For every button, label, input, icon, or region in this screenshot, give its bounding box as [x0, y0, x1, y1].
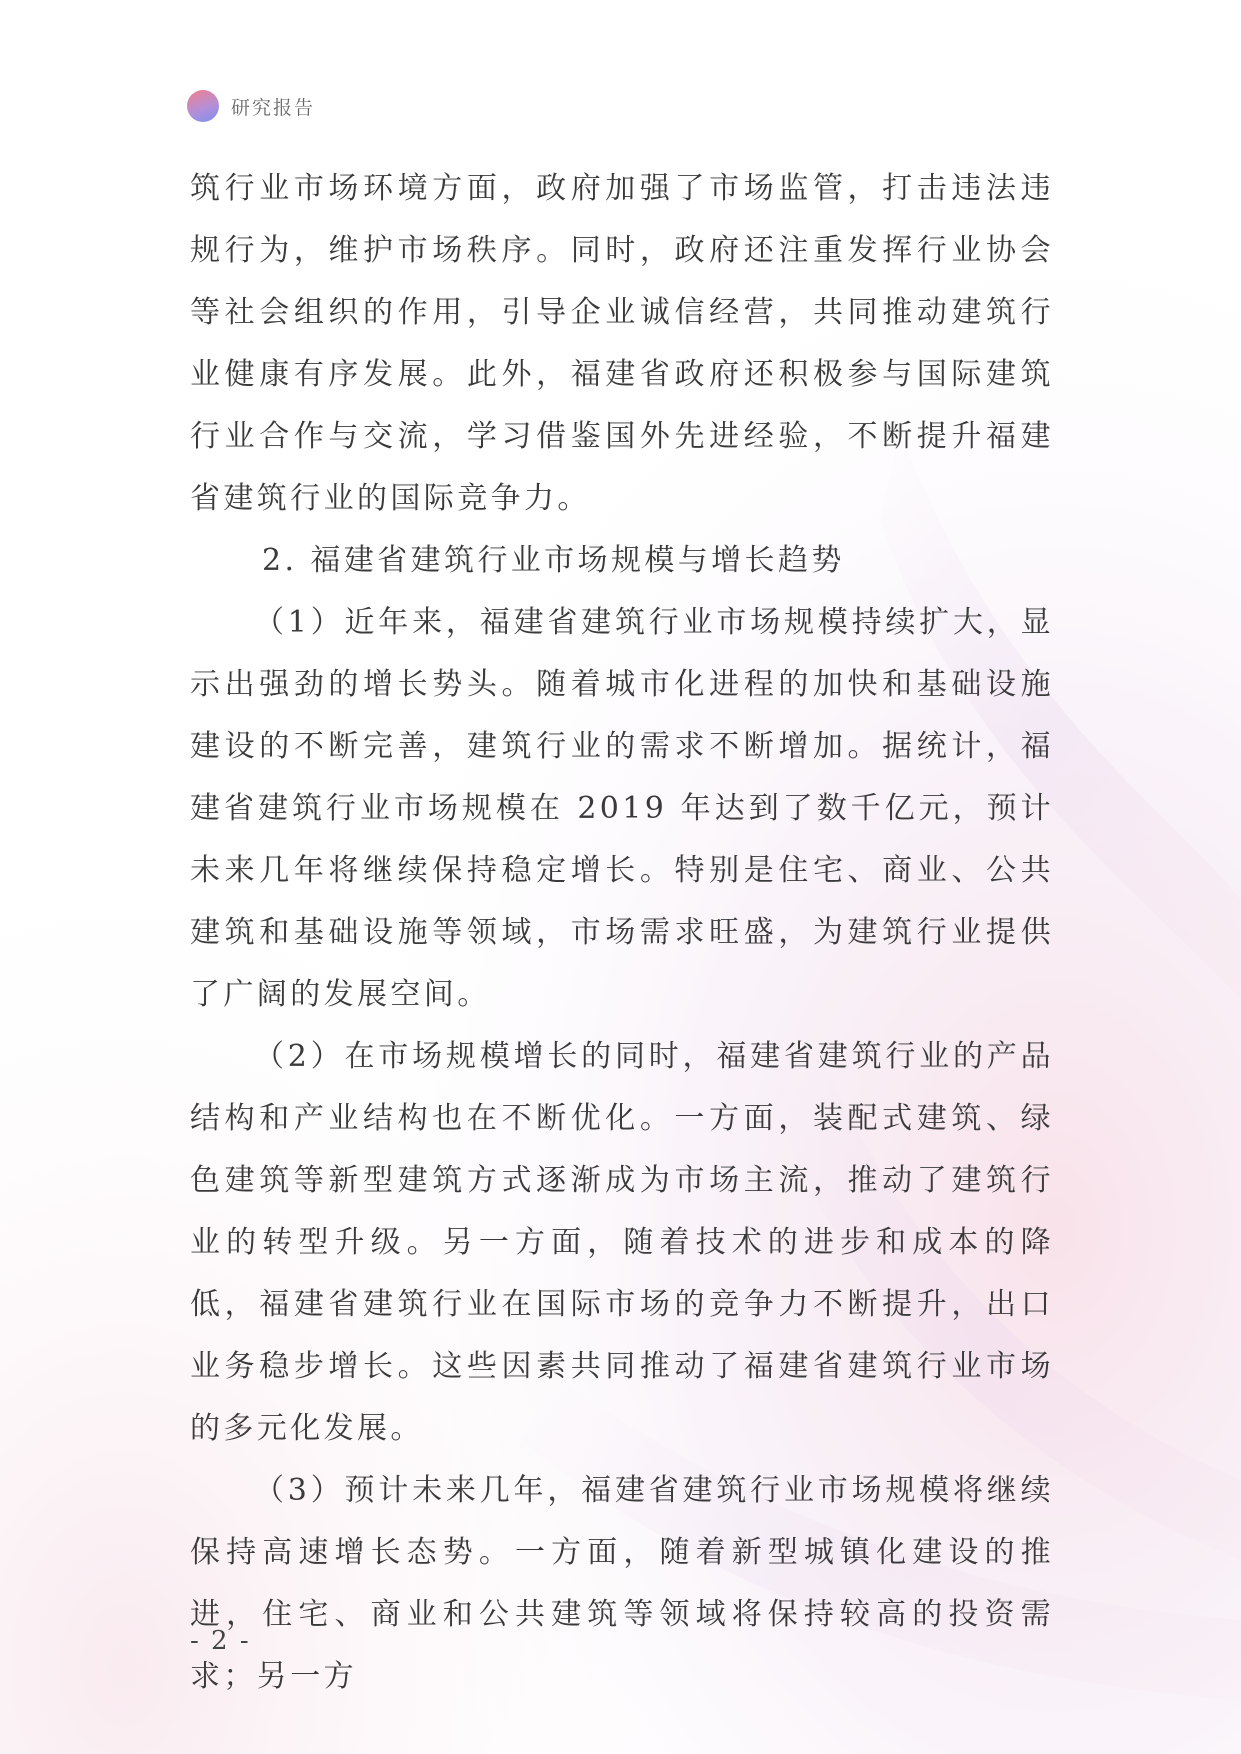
paragraph-continuation: 筑行业市场环境方面，政府加强了市场监管，打击违法违规行为，维护市场秩序。同时，政府还注重发挥行业协会等社会组织的作用，引导企业诚信经营，共同推动建筑行业健康有序发展。此外，福建省政府还积极参与国际建筑行业合作与交流，学习借鉴国外先进经验，不断提升福建省建筑行业的国际竞争力。 — [190, 171, 1054, 516]
section-heading: 2. 福建省建筑行业市场规模与增长趋势 — [262, 543, 845, 578]
paragraph-3: （3）预计未来几年，福建省建筑行业市场规模将继续保持高速增长态势。一方面，随着新型城镇化建设的推进，住宅、商业和公共建筑等领域将保持较高的投资需求；另一方 — [190, 1473, 1054, 1694]
paragraph-1: （1）近年来，福建省建筑行业市场规模持续扩大，显示出强劲的增长势头。随着城市化进程的加快和基础设施建设的不断完善，建筑行业的需求不断增加。据统计，福建省建筑行业市场规模在 2019 年达到了数千亿元，预计未来几年将继续保持稳定增长。特别是住宅、商业、公共建筑和基础设施等领域，市场需求旺盛，为建筑行业提供了广阔的发展空间。 — [190, 605, 1054, 1012]
page-number: - 2 - — [190, 1626, 251, 1656]
report-logo-icon — [187, 90, 219, 122]
document-body — [190, 158, 1054, 1708]
report-header — [187, 88, 315, 124]
header-label: 研究报告 — [231, 96, 316, 119]
paragraph-2: （2）在市场规模增长的同时，福建省建筑行业的产品结构和产业结构也在不断优化。一方面，装配式建筑、绿色建筑等新型建筑方式逐渐成为市场主流，推动了建筑行业的转型升级。另一方面，随着技术的进步和成本的降低，福建省建筑行业在国际市场的竞争力不断提升，出口业务稳步增长。这些因素共同推动了福建省建筑行业市场的多元化发展。 — [190, 1039, 1054, 1446]
